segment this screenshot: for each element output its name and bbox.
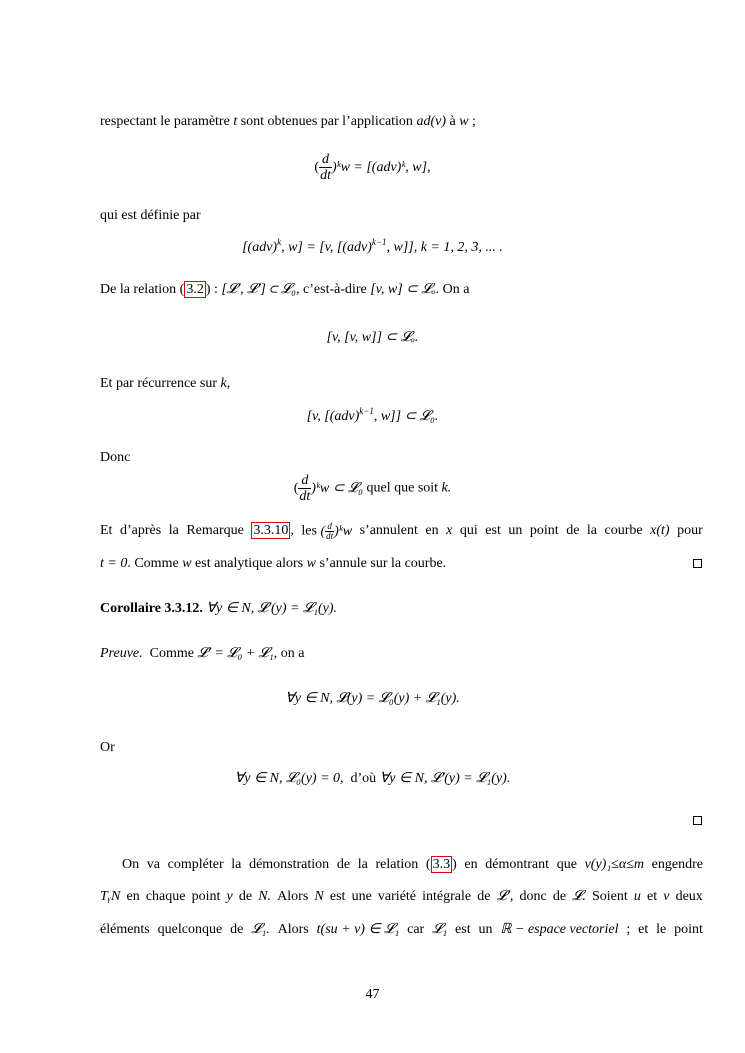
text-line-7: t = 0. Comme w est analytique alors w s’annule sur la courbe. [100, 556, 447, 571]
text-line-6: Et d’après la Remarque 3.3.10 , les ( $\frac{d}{dt}$ )ᵏw s’annulent en x qui est un point de la courbe x(t) pour [100, 521, 703, 541]
remark-ref-link[interactable]: 3.3.10 [253, 523, 289, 538]
paragraph-line-2: TᵧN en chaque point y de N. Alors N est une variété intégrale de 𝓛′, donc de 𝓛. Soient u et v deux [100, 889, 703, 904]
relation-ref-link[interactable]: 3.3 [432, 857, 451, 872]
text-line-5: Donc [100, 450, 131, 465]
text-line-3: De la relation ( 3.2 ) : [𝓛′, 𝓛′] ⊂ 𝓛₀, c’est-à-dire [v, w] ⊂ 𝓛ₒ. On a [100, 282, 470, 297]
equation-1: ( $\frac{d}{dt}$ )ᵏw = [(adv)ᵏ, w], [314, 152, 431, 183]
qed-square-icon [693, 816, 702, 825]
text-line-8: Or [100, 740, 115, 755]
text-line-1: respectant le paramètre t sont obtenues par l’application ad(v) à w ; [100, 114, 476, 129]
corollary-statement: Corollaire 3.3.12. ∀y ∈ N, 𝓛′(y) = 𝓛₁(y). [100, 601, 338, 616]
qed-square-icon [693, 559, 702, 568]
text-line-4: Et par récurrence sur k, [100, 376, 231, 391]
equation-4: [v, [(adv)$^{k-1}$, w]] ⊂ 𝓛₀. [306, 406, 439, 424]
equation-3: [v, [v, w]] ⊂ 𝓛ₒ. [326, 330, 419, 345]
page-number: 47 [365, 987, 380, 1002]
equation-6: ∀y ∈ N, 𝓛(y) = 𝓛₀(y) + 𝓛₁(y). [285, 691, 460, 706]
paragraph-line-3: éléments quelconque de 𝓛₁. Alors t(su + v) ∈ 𝓛₁ car 𝓛₁ est un ℝ − espace vectoriel ; et le point [100, 922, 703, 937]
equation-5: ( $\frac{d}{dt}$ )ᵏw ⊂ 𝓛₀ quel que soit k. [293, 473, 452, 504]
proof-line: Preuve. Comme 𝓛′ = 𝓛₀ + 𝓛₁, on a [100, 646, 305, 661]
equation-ref-link[interactable]: 3.2 [186, 282, 204, 297]
equation-7: ∀y ∈ N, 𝓛₀(y) = 0, d’où ∀y ∈ N, 𝓛′(y) = 𝓛₁(y). [234, 771, 511, 786]
text-line-2: qui est définie par [100, 208, 201, 223]
equation-2: [(adv)$^k$, w] = [v, [(adv)$^{k-1}$, w]], k = 1, 2, 3, ... . [242, 237, 503, 255]
paragraph-line-1: On va compléter la démonstration de la relation ( 3.3 ) en démontrant que v(y)₁≤α≤m engendre [122, 857, 703, 872]
